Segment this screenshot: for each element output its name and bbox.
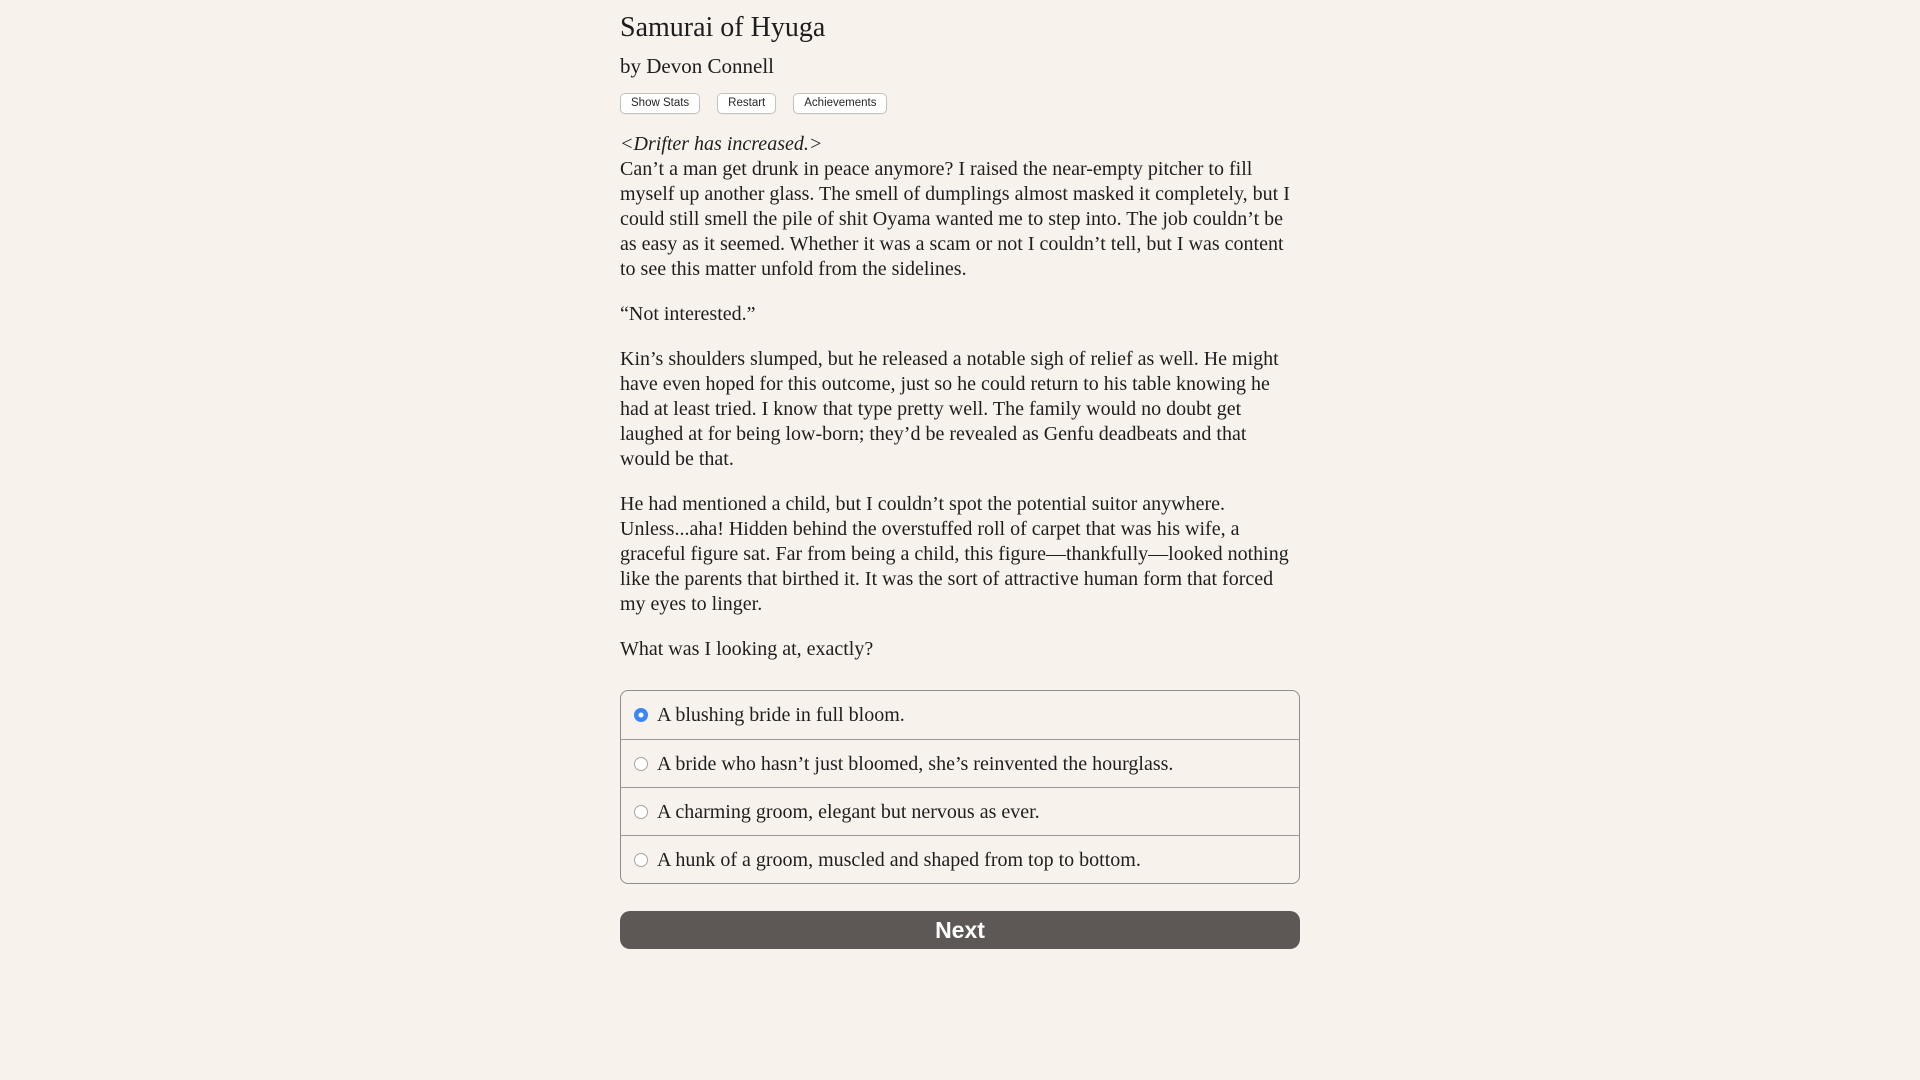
next-button[interactable]: Next [620,911,1300,949]
show-stats-button[interactable]: Show Stats [620,93,700,114]
choice-option-3[interactable] [621,787,1299,835]
radio-icon[interactable] [634,805,648,819]
choice-option-label: A charming groom, elegant but nervous as ever. [657,800,1040,823]
story-paragraph: “Not interested.” [620,303,756,325]
restart-button[interactable]: Restart [717,93,776,114]
content-column [620,0,1300,949]
choice-option-label: A blushing bride in full bloom. [657,704,905,726]
author-byline: by Devon Connell [620,54,774,78]
radio-icon[interactable] [634,853,648,867]
choice-list [620,690,1300,884]
story-paragraph: He had mentioned a child, but I couldn’t spot the potential suitor anywhere. Unless...aha! Hidden behind the overstuffed roll of carpet that was his wife, a graceful figure sat. Far from being a child, this figure—thankfully—looked nothing like the parents that birthed it. It was the sort of attractive human form that forced my eyes to linger. [620,493,1289,615]
radio-icon[interactable] [634,757,648,771]
story-question: What was I looking at, exactly? [620,638,874,660]
story-paragraph: Can’t a man get drunk in peace anymore? I raised the near-empty pitcher to fill myself up another glass. The smell of dumplings almost masked it completely, but I could still smell the pile of shit Oyama wanted me to step into. The job couldn’t be as easy as it seemed. Whether it was a scam or not I couldn’t tell, but I was content to see this matter unfold from the sidelines. [620,158,1290,280]
radio-selected-icon[interactable] [634,708,648,722]
choice-option-label: A hunk of a groom, muscled and shaped from top to bottom. [657,848,1141,871]
choice-option-4[interactable] [621,835,1299,883]
page-title: Samurai of Hyuga [620,12,826,43]
story-paragraph: Kin’s shoulders slumped, but he released a notable sigh of relief as well. He might have even hoped for this outcome, just so he could return to his table knowing he had at least tried. I know that type pretty well. The family would no doubt get laughed at for being low-born; they’d be revealed as Genfu deadbeats and that would be that. [620,348,1279,470]
choice-option-1[interactable] [621,691,1299,739]
stat-change-note: <Drifter has increased.> [620,133,823,155]
choice-option-label: A bride who hasn’t just bloomed, she’s reinvented the hourglass. [657,752,1174,775]
toolbar [620,93,1300,114]
choice-option-2[interactable] [621,739,1299,787]
achievements-button[interactable]: Achievements [793,93,887,114]
